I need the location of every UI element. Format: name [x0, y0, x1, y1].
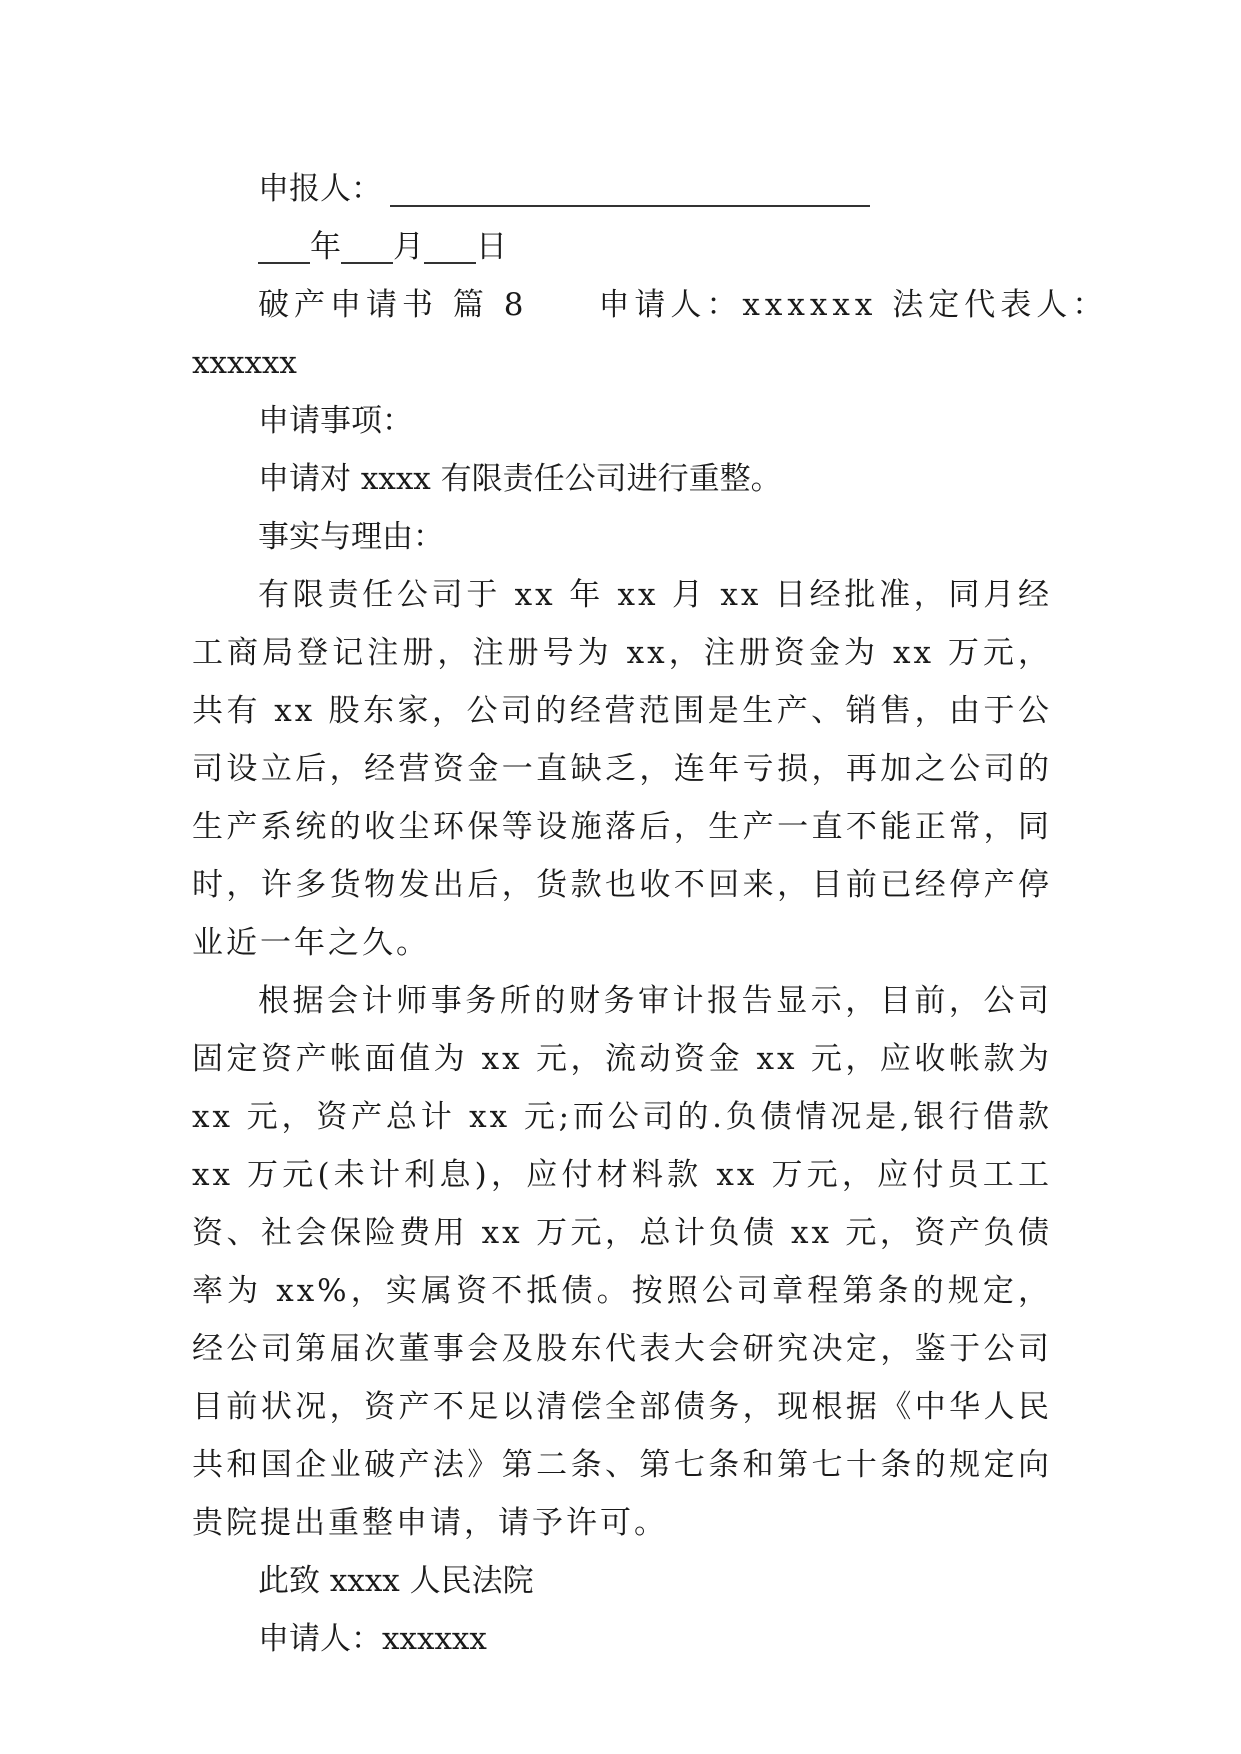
heading-line — [192, 276, 1109, 334]
declarant-blank — [390, 175, 870, 207]
facts-label: 事实与理由： — [258, 519, 444, 555]
year-blank — [258, 234, 310, 264]
closing-line: 此致 xxxx 人民法院 — [258, 1563, 534, 1599]
applicant-label: 申请人：xxxxxx 法定代表人： — [598, 287, 1109, 323]
representative-line: xxxxxx — [192, 345, 297, 381]
section-number: 篇 8 — [452, 287, 529, 323]
month-label: 月 — [393, 229, 424, 265]
facts-paragraph-1: 有限责任公司于 xx 年 xx 月 xx 日经批准，同月经工商局登记注册，注册号为 xx，注册资金为 xx 万元，共有 xx 股东家，公司的经营范围是生产、销售，由于公司设立后，经营资金一直缺乏，连年亏损，再加之公司的生产系统的收尘环保等设施落后，生产一直不能正常，同时，许多货物发出后，货款也收不回来，目前已经停产停业近一年之久。 — [192, 577, 1052, 961]
document-page — [192, 160, 1109, 1668]
date-line — [192, 218, 1052, 276]
declarant-line — [192, 160, 1052, 218]
request-label: 申请事项： — [258, 403, 413, 439]
declarant-label: 申报人： — [258, 171, 382, 207]
year-label: 年 — [310, 229, 341, 265]
document-title: 破产申请书 — [258, 287, 438, 323]
month-blank — [341, 234, 393, 264]
day-blank — [424, 234, 476, 264]
signature-line: 申请人：xxxxxx — [258, 1621, 487, 1657]
request-text: 申请对 xxxx 有限责任公司进行重整。 — [258, 461, 782, 497]
day-label: 日 — [476, 229, 507, 265]
facts-paragraph-2: 根据会计师事务所的财务审计报告显示，目前，公司固定资产帐面值为 xx 元，流动资金 xx 元，应收帐款为 xx 元，资产总计 xx 元;而公司的.负债情况是,银行借款 xx 万元(未计利息)，应付材料款 xx 万元，应付员工工资、社会保险费用 xx 万元，总计负债 xx 元，资产负债率为 xx%，实属资不抵债。按照公司章程第条的规定，经公司第届次董事会及股东代表大会研究决定，鉴于公司目前状况，资产不足以清偿全部债务，现根据《中华人民共和国企业破产法》第二条、第七条和第七十条的规定向贵院提出重整申请，请予许可。 — [192, 983, 1052, 1541]
